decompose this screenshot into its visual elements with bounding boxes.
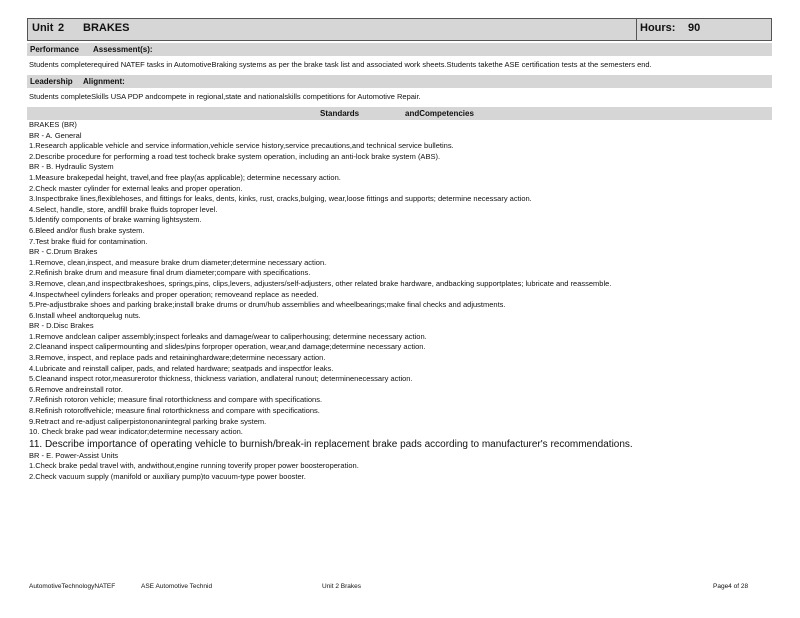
document-page <box>27 18 772 483</box>
leadership-sublabel: Alignment: <box>83 77 125 86</box>
competency-line: 6.Remove andreinstall rotor. <box>29 384 123 394</box>
standards-band <box>27 107 772 120</box>
competency-line: 2.Refinish brake drum and measure final drum diameter;compare with specifications. <box>29 268 311 278</box>
performance-band <box>27 43 772 56</box>
competency-line: 4.Lubricate and reinstall caliper, pads, and related hardware; seatpads and inspectfor leaks. <box>29 363 334 373</box>
competency-line: BRAKES (BR) <box>29 120 77 129</box>
competency-line: 8.Refinish rotoroffvehicle; measure final rotorthickness and compare with specifications. <box>29 406 320 416</box>
performance-label: Performance <box>30 45 79 54</box>
performance-text: Students completerequired NATEF tasks in AutomotiveBraking systems as per the brake task list and associated work sheets.Students takethe ASE certification tests at the semesters end. <box>29 60 652 69</box>
competency-line: 4.Select, handle, store, andfill brake fluids toproper level. <box>29 204 218 214</box>
competency-line: 1.Remove, clean,inspect, and measure brake drum diameter;determine necessary action. <box>29 257 327 267</box>
hours-value: 90 <box>688 22 701 34</box>
competency-highlight: 11. Describe importance of operating vehicle to burnish/break-in replacement brake pads according to manufacturer's recommendations. <box>29 438 633 450</box>
standards-heading-left: Standards <box>320 109 360 118</box>
competency-list <box>27 120 772 438</box>
performance-sublabel: Assessment(s): <box>93 45 153 54</box>
competency-line: BR - C.Drum Brakes <box>29 247 98 257</box>
competency-line: 10. Check brake pad wear indicator;determine necessary action. <box>29 427 243 437</box>
competency-line: 3.Remove, inspect, and replace pads and retaininghardware;determine necessary action. <box>29 353 326 363</box>
footer-left: AutomotiveTechnologyNATEF <box>29 583 116 590</box>
competency-line: 1.Remove andclean caliper assembly;inspect forleaks and damage/wear to caliperhousing; determine necessary action. <box>29 331 427 341</box>
leadership-label: Leadership <box>30 77 73 86</box>
competency-line: BR - A. General <box>29 130 82 140</box>
competency-line: 6.Bleed and/or flush brake system. <box>29 225 145 235</box>
page-footer <box>29 583 769 593</box>
competency-line: 7.Refinish rotoron vehicle; measure final rotorthickness and compare with specifications. <box>29 395 323 405</box>
competency-line: 2.Check master cylinder for external leaks and proper operation. <box>29 183 243 193</box>
competency-line: 1.Research applicable vehicle and service information,vehicle service history,service precautions,and technical service bulletins. <box>29 141 454 151</box>
competency-line: 7.Test brake fluid for contamination. <box>29 236 148 246</box>
competency-line: 5.Cleanand inspect rotor,measurerotor thickness, thickness variation, andlateral runout; determinenecessary action. <box>29 374 413 384</box>
header-divider <box>636 19 637 40</box>
unit-header <box>27 18 772 41</box>
competency-line: 2.Describe procedure for performing a road test tocheck brake system operation, including an anti-lock brake system (ABS). <box>29 151 441 161</box>
competency-line: 5.Pre-adjustbrake shoes and parking brake;install brake drums or drum/hub assemblies and wheelbearings;make final checks and adjustments. <box>29 300 506 310</box>
footer-middle: Unit 2 Brakes <box>322 583 362 590</box>
hours-label: Hours: <box>640 22 676 34</box>
competency-line: 5.Identify components of brake warning lightsystem. <box>29 215 202 225</box>
competency-line: 3.Inspectbrake lines,flexiblehoses, and fittings for leaks, dents, kinks, rust, cracks,bulging, wear,loose fittings and supports; determine necessary action. <box>29 194 532 204</box>
competency-line: 1.Measure brakepedal height, travel,and free play(as applicable); determine necessary action. <box>29 172 341 182</box>
competency-line: 2.Cleanand inspect calipermounting and slides/pins forproper operation, wear,and damage;determine necessary action. <box>29 342 426 352</box>
leadership-text: Students completeSkills USA PDP andcompete in regional,state and nationalskills competitions for Automotive Repair. <box>29 92 421 101</box>
competency-line: BR - B. Hydraulic System <box>29 162 114 172</box>
competency-line: BR - D.Disc Brakes <box>29 321 94 331</box>
standards-heading-right: andCompetencies <box>405 109 474 118</box>
competency-line: 4.Inspectwheel cylinders forleaks and proper operation; removeand replace as needed. <box>29 289 319 299</box>
competency-line: 2.Check vacuum supply (manifold or auxiliary pump)to vacuum-type power booster. <box>29 472 306 481</box>
competency-line: 6.Install wheel andtorquelug nuts. <box>29 310 141 320</box>
competency-line: 1.Check brake pedal travel with, andwithout,engine running toverify proper power boosteroperation. <box>29 461 359 471</box>
unit-number: 2 <box>58 22 65 34</box>
competency-line: BR - E. Power-Assist Units <box>29 450 119 460</box>
unit-label: Unit <box>32 22 54 34</box>
competency-line: 9.Retract and re-adjust caliperpistononanintegral parking brake system. <box>29 416 267 426</box>
competency-line: 3.Remove, clean,and inspectbrakeshoes, springs,pins, clips,levers, adjusters/self-adjusters, other related brake hardware, andbacking supportplates; lubricate and reassemble. <box>29 278 612 288</box>
leadership-band <box>27 75 772 88</box>
footer-page-number: Page4 of 28 <box>713 583 749 590</box>
competency-list-2 <box>27 451 772 483</box>
footer-middle-left: ASE Automotive Technid <box>141 583 213 590</box>
unit-name: BRAKES <box>83 22 130 34</box>
